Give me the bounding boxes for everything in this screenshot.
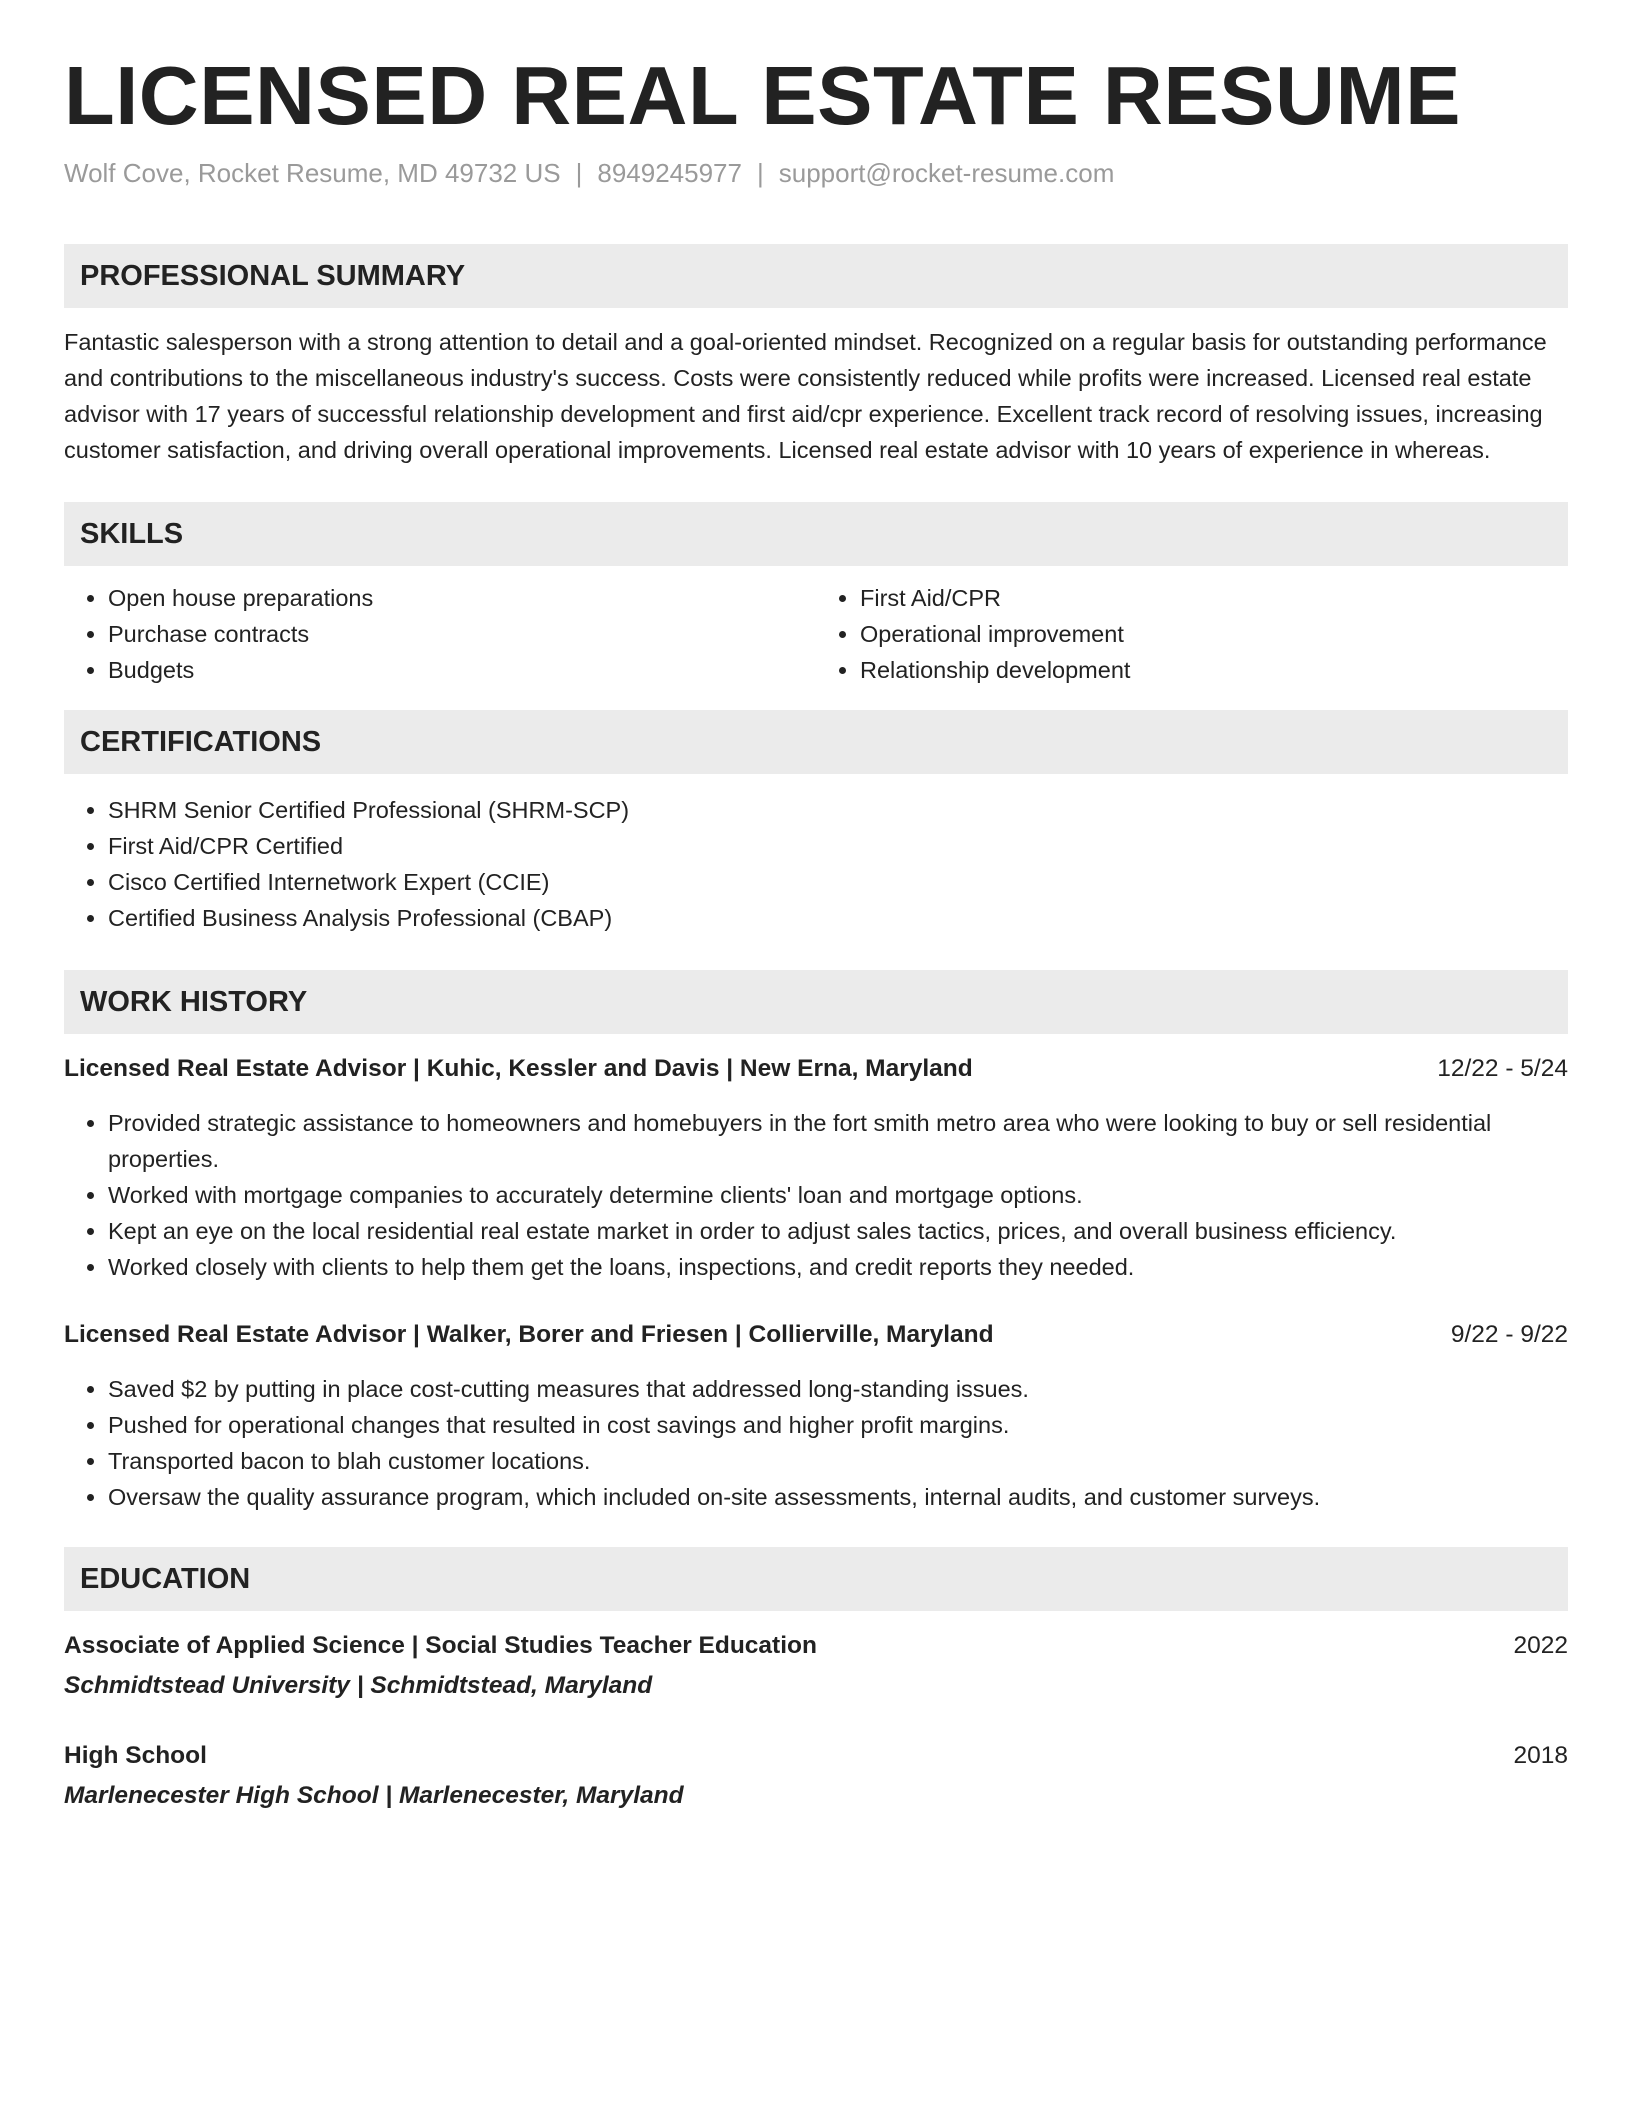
- contact-separator: |: [575, 157, 583, 188]
- contact-line: [64, 157, 1568, 191]
- skill-item: • Relationship development: [860, 652, 1568, 688]
- job-header: [64, 1051, 1568, 1087]
- section-heading-education: EDUCATION: [64, 1547, 1568, 1611]
- job-bullet-list: [64, 1105, 1568, 1285]
- contact-phone: 8949245977: [597, 157, 742, 188]
- skill-item: • First Aid/CPR: [860, 580, 1568, 616]
- section-heading-work-history: WORK HISTORY: [64, 970, 1568, 1034]
- job-bullet: • Provided strategic assistance to homeowners and homebuyers in the fort smith metro area who were looking to buy or sell residential properties.: [108, 1105, 1568, 1177]
- section-heading-skills: SKILLS: [64, 502, 1568, 566]
- job-bullet: • Pushed for operational changes that resulted in cost savings and higher profit margins.: [108, 1407, 1568, 1443]
- education-year: 2018: [1513, 1741, 1568, 1769]
- job-entry: [64, 1317, 1568, 1515]
- skill-item: • Operational improvement: [860, 616, 1568, 652]
- job-dates: 12/22 - 5/24: [1437, 1054, 1568, 1082]
- job-bullet: • Saved $2 by putting in place cost-cutting measures that addressed long-standing issues.: [108, 1371, 1568, 1407]
- education-degree: Associate of Applied Science | Social Studies Teacher Education: [64, 1631, 817, 1659]
- education-header: [64, 1628, 1568, 1664]
- education-school: Schmidtstead University | Schmidtstead, Maryland: [64, 1671, 653, 1699]
- contact-separator: |: [756, 157, 764, 188]
- skill-item: • Budgets: [108, 652, 816, 688]
- job-bullet: • Worked with mortgage companies to accurately determine clients' loan and mortgage options.: [108, 1177, 1568, 1213]
- certification-item: • SHRM Senior Certified Professional (SHRM-SCP): [108, 792, 1568, 828]
- skill-item: • Open house preparations: [108, 580, 816, 616]
- job-bullet-list: [64, 1371, 1568, 1515]
- education-entry: [64, 1738, 1568, 1814]
- certification-item: • First Aid/CPR Certified: [108, 828, 1568, 864]
- job-bullet: • Kept an eye on the local residential real estate market in order to adjust sales tactics, prices, and overall business efficiency.: [108, 1213, 1568, 1249]
- section-heading-summary: PROFESSIONAL SUMMARY: [64, 244, 1568, 308]
- education-school: Marlenecester High School | Marlenecester, Maryland: [64, 1781, 684, 1809]
- summary-text: Fantastic salesperson with a strong attention to detail and a goal-oriented mindset. Recognized on a regular basis for outstanding performance and contributions to the miscellaneous industry's success. Costs were consistently reduced while profits were increased. Licensed real estate advisor with 17 years of successful relationship development and first aid/cpr experience. Excellent track record of resolving issues, increasing customer satisfaction, and driving overall operational improvements. Licensed real estate advisor with 10 years of experience in whereas.: [64, 328, 1547, 463]
- section-heading-certifications: CERTIFICATIONS: [64, 710, 1568, 774]
- education-entry: [64, 1628, 1568, 1704]
- skills-column-left: [64, 580, 816, 688]
- certification-item: • Cisco Certified Internetwork Expert (CCIE): [108, 864, 1568, 900]
- job-dates: 9/22 - 9/22: [1450, 1320, 1568, 1348]
- education-year: 2022: [1513, 1631, 1568, 1659]
- skill-item: • Purchase contracts: [108, 616, 816, 652]
- education-degree: High School: [64, 1741, 207, 1769]
- job-bullet: • Worked closely with clients to help them get the loans, inspections, and credit reports they needed.: [108, 1249, 1568, 1285]
- job-entry: [64, 1051, 1568, 1285]
- skills-column-right: [816, 580, 1568, 688]
- job-title: Licensed Real Estate Advisor | Walker, Borer and Friesen | Collierville, Maryland: [64, 1320, 994, 1348]
- contact-email: support@rocket-resume.com: [778, 157, 1115, 188]
- certification-list: [64, 792, 1568, 936]
- resume-page: [64, 50, 1568, 1814]
- job-title: Licensed Real Estate Advisor | Kuhic, Kessler and Davis | New Erna, Maryland: [64, 1054, 973, 1082]
- certification-item: • Certified Business Analysis Professional (CBAP): [108, 900, 1568, 936]
- contact-address: Wolf Cove, Rocket Resume, MD 49732 US: [64, 157, 561, 188]
- skills-grid: [64, 580, 1568, 688]
- job-header: [64, 1317, 1568, 1353]
- resume-title: LICENSED REAL ESTATE RESUME: [64, 49, 1461, 142]
- job-bullet: • Transported bacon to blah customer locations.: [108, 1443, 1568, 1479]
- education-header: [64, 1738, 1568, 1774]
- job-bullet: • Oversaw the quality assurance program, which included on-site assessments, internal audits, and customer surveys.: [108, 1479, 1568, 1515]
